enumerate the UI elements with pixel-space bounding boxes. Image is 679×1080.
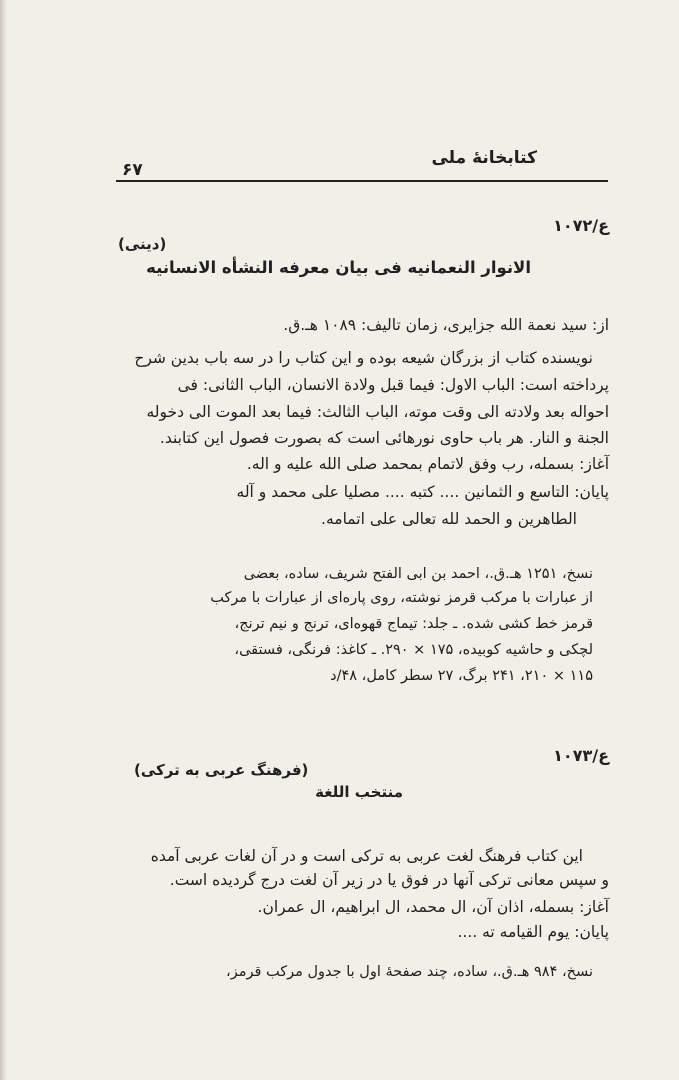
page-edge-shadow	[0, 0, 7, 1080]
entry-line: و سپس معانی ترکی آنها در فوق یا در زیر آن لغت درج گردیده است.	[169, 871, 609, 889]
entry-title: منتخب اللغة	[315, 783, 403, 801]
entry-category: (فرهنگ عربی به ترکی)	[134, 761, 309, 779]
entry-line: پرداخته است: الباب الاول: فیما قبل ولادة الانسان، الباب الثانی: فی	[177, 376, 609, 394]
entry-title: الانوار النعمانیه فی بیان معرفه النشأه الانسانیه	[146, 258, 531, 277]
entry-line: الطاهرین و الحمد لله تعالی علی اتمامه.	[321, 510, 577, 528]
entry-line: از: سید نعمة الله جزایری، زمان تالیف: ۱۰۸۹ هـ.ق.	[283, 316, 609, 334]
entry-line: ۱۱۵ × ۲۱۰، ۲۴۱ برگ، ۲۷ سطر کامل، ۴۸/د	[330, 668, 593, 684]
entry-line: این کتاب فرهنگ لغت عربی به ترکی است و در آن لغات عربی آمده	[150, 847, 583, 865]
entry-line: نویسنده کتاب از بزرگان شیعه بوده و این کتاب را در سه باب بدین شرح	[134, 349, 593, 367]
header-rule	[116, 180, 608, 182]
entry-number: ع/۱۰۷۳	[553, 746, 609, 765]
entry-category: (دینی)	[118, 235, 167, 253]
entry-line: نسخ، ۹۸۴ هـ.ق.، ساده، چند صفحهٔ اول با جدول مرکب قرمز،	[226, 964, 593, 980]
entry-line: پایان: یوم القیامه ته ....	[457, 923, 609, 941]
entry-line: نسخ، ۱۲۵۱ هـ.ق.، احمد بن ابی الفتح شریف، ساده، بعضی	[243, 566, 593, 582]
entry-line: پایان: التاسع و الثمانین .... کتبه .... مصلیا علی محمد و آله	[236, 483, 609, 501]
entry-line: قرمز خط کشی شده. ـ جلد: تیماج قهوه‌ای، ترنج و نیم ترنج،	[234, 616, 593, 632]
header-title: کتابخانهٔ ملی	[431, 148, 537, 168]
entry-line: آغاز: بسمله، اذان آن، ال محمد، ال ابراهیم، ال عمران.	[257, 898, 609, 916]
entry-number: ع/۱۰۷۲	[553, 216, 609, 235]
page-number: ۶۷	[122, 160, 143, 180]
entry-line: از عبارات با مرکب قرمز نوشته، روی پاره‌ای از عبارات با مرکب	[210, 590, 593, 606]
entry-line: احواله بعد ولادته الی وقت موته، الباب الثالث: فیما بعد الموت الی دخوله	[146, 403, 609, 421]
entry-line: الجنة و النار. هر باب حاوی نورهائی است که بصورت فصول این کتابند.	[159, 429, 609, 447]
entry-line: آغاز: بسمله، رب وفق لاتمام بمحمد صلی الله علیه و اله.	[246, 455, 609, 473]
entry-line: لچکی و حاشیه کوبیده، ۱۷۵ × ۲۹۰. ـ کاغذ: فرنگی، فستقی،	[234, 642, 593, 658]
